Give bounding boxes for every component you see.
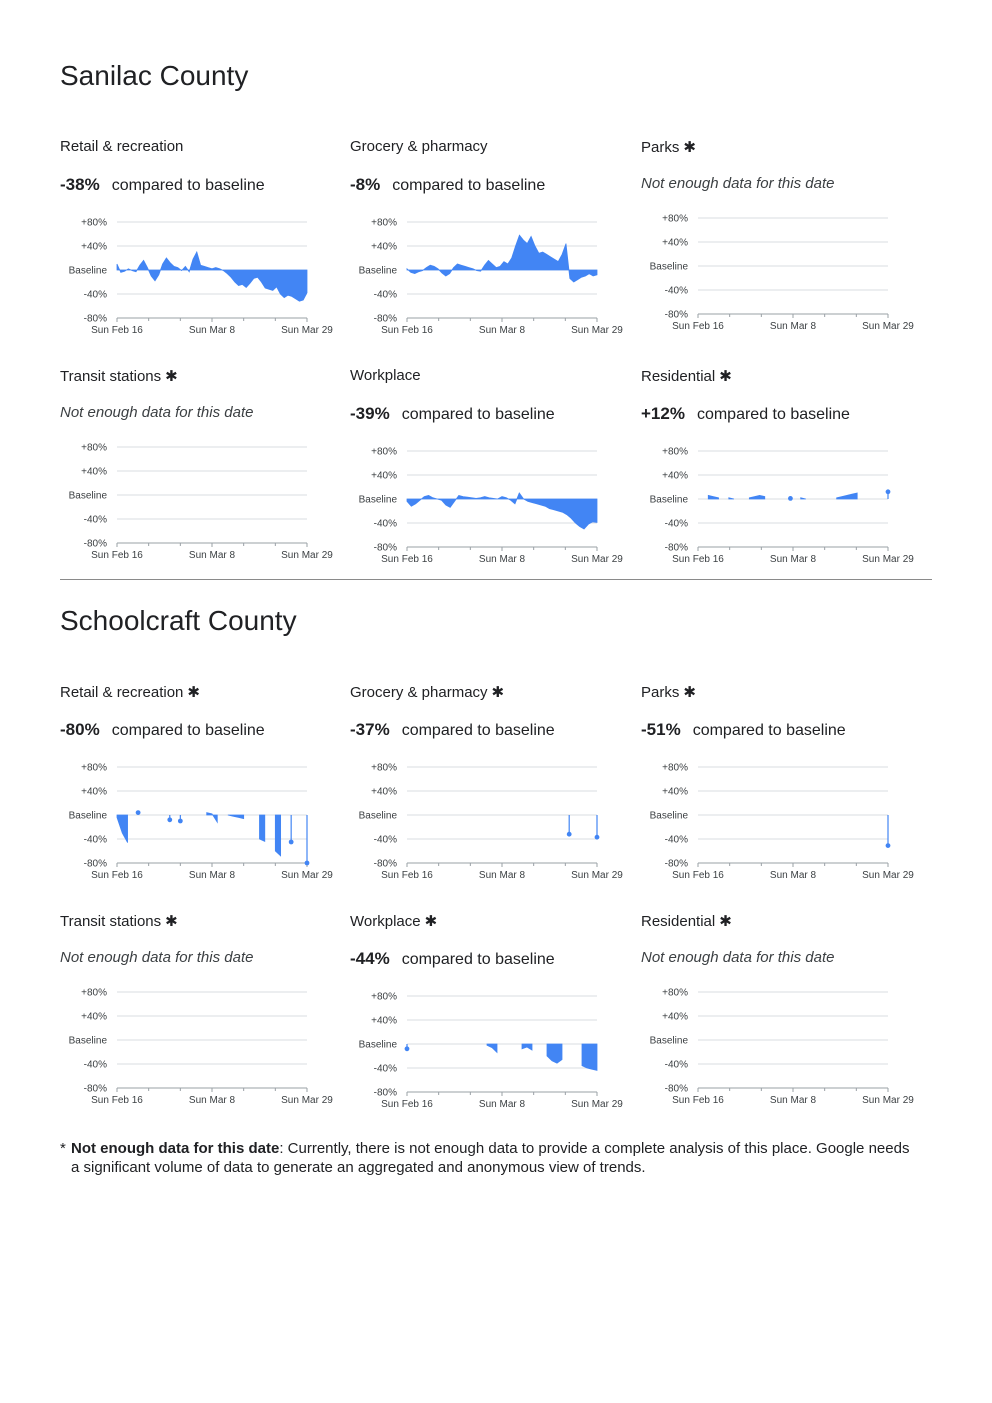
y-tick-label: +80% <box>662 446 688 458</box>
y-tick-label: -80% <box>83 858 107 870</box>
data-point <box>405 1046 410 1051</box>
data-point <box>305 861 310 866</box>
change-summary <box>350 175 545 195</box>
no-data-message: Not enough data for this date <box>60 404 254 421</box>
y-tick-label: -80% <box>373 542 397 554</box>
panel-transit-stations <box>60 367 340 567</box>
data-point <box>167 817 172 822</box>
data-point <box>595 835 600 840</box>
y-tick-label: Baseline <box>649 810 688 822</box>
change-summary <box>60 720 265 740</box>
asterisk-icon: ✱ <box>165 368 178 385</box>
y-tick-label: -80% <box>664 858 688 870</box>
y-tick-label: +40% <box>662 786 688 798</box>
panel-title-text: Grocery & pharmacy <box>350 138 488 155</box>
data-point <box>788 496 793 501</box>
panel-retail-recreation <box>60 683 340 883</box>
x-tick-label: Sun Mar 29 <box>862 1095 914 1106</box>
x-tick-label: Sun Feb 16 <box>91 870 143 881</box>
panel-title <box>350 912 437 930</box>
panel-title <box>350 367 421 384</box>
y-tick-label: +80% <box>662 213 688 225</box>
y-tick-label: +40% <box>81 786 107 798</box>
x-tick-label: Sun Feb 16 <box>672 554 724 565</box>
x-tick-label: Sun Feb 16 <box>381 870 433 881</box>
y-tick-label: -40% <box>83 1059 107 1071</box>
x-tick-label: Sun Mar 29 <box>862 321 914 332</box>
change-suffix: compared to baseline <box>401 722 555 739</box>
data-area <box>275 815 280 856</box>
y-tick-label: +80% <box>371 991 397 1003</box>
mobility-chart <box>641 443 931 563</box>
panel-workplace <box>350 912 630 1112</box>
x-tick-label: Sun Feb 16 <box>91 325 143 336</box>
data-point <box>567 832 572 837</box>
asterisk-icon: ✱ <box>491 684 505 701</box>
change-percent: -39% <box>350 404 390 423</box>
y-tick-label: +40% <box>371 786 397 798</box>
change-percent: -44% <box>350 949 390 968</box>
x-tick-label: Sun Mar 29 <box>571 1099 623 1110</box>
data-point <box>886 489 891 494</box>
panel-title-text: Parks <box>641 139 680 156</box>
x-tick-label: Sun Mar 8 <box>188 870 236 881</box>
x-tick-label: Sun Feb 16 <box>672 1095 724 1106</box>
no-data-message: Not enough data for this date <box>641 175 835 192</box>
x-tick-label: Sun Mar 29 <box>862 870 914 881</box>
x-tick-label: Sun Mar 8 <box>478 870 526 881</box>
x-tick-label: Sun Mar 29 <box>862 554 914 565</box>
data-area <box>407 493 597 529</box>
y-tick-label: Baseline <box>68 1035 107 1047</box>
x-tick-label: Sun Mar 8 <box>478 1099 526 1110</box>
no-data-message: Not enough data for this date <box>60 949 254 966</box>
x-tick-label: Sun Feb 16 <box>381 554 433 565</box>
y-tick-label: +80% <box>81 987 107 999</box>
panel-parks <box>641 138 921 338</box>
y-tick-label: -40% <box>373 1063 397 1075</box>
change-suffix: compared to baseline <box>111 177 265 194</box>
y-tick-label: +40% <box>81 466 107 478</box>
y-tick-label: Baseline <box>68 810 107 822</box>
x-tick-label: Sun Feb 16 <box>672 870 724 881</box>
y-tick-label: +80% <box>81 442 107 454</box>
county-title-schoolcraft: Schoolcraft County <box>60 605 297 636</box>
y-tick-label: +80% <box>371 446 397 458</box>
y-tick-label: +40% <box>81 241 107 253</box>
y-tick-label: +80% <box>81 762 107 774</box>
change-summary <box>60 175 265 195</box>
y-tick-label: +40% <box>662 470 688 482</box>
y-tick-label: Baseline <box>68 490 107 502</box>
mobility-chart <box>350 214 640 334</box>
x-tick-label: Sun Feb 16 <box>91 1095 143 1106</box>
asterisk-icon: ✱ <box>719 368 732 385</box>
panel-title-text: Workplace <box>350 367 421 384</box>
panel-title <box>350 138 488 155</box>
y-tick-label: +40% <box>81 1011 107 1023</box>
change-summary <box>350 720 555 740</box>
data-area <box>749 495 764 499</box>
y-tick-label: -40% <box>373 518 397 530</box>
x-tick-label: Sun Mar 8 <box>188 1095 236 1106</box>
x-tick-label: Sun Mar 29 <box>571 870 623 881</box>
y-tick-label: -40% <box>83 289 107 301</box>
data-area <box>487 1044 497 1052</box>
y-tick-label: Baseline <box>358 494 397 506</box>
data-area <box>729 498 734 499</box>
y-tick-label: -80% <box>373 1087 397 1099</box>
y-tick-label: -40% <box>664 834 688 846</box>
footnote-text: : Currently, there is not enough data to provide a complete analysis of this place. Google needs a significant volume of data to generate an aggregated and anonymous view of trends. <box>71 1140 910 1176</box>
y-tick-label: +40% <box>371 1015 397 1027</box>
mobility-chart <box>641 210 931 330</box>
y-tick-label: -80% <box>373 858 397 870</box>
asterisk-icon: ✱ <box>683 684 696 701</box>
y-tick-label: Baseline <box>68 265 107 277</box>
y-tick-label: -40% <box>373 834 397 846</box>
no-data-message: Not enough data for this date <box>641 949 835 966</box>
change-summary <box>641 404 850 424</box>
asterisk-icon: ✱ <box>683 139 696 156</box>
x-tick-label: Sun Mar 8 <box>769 1095 817 1106</box>
change-summary <box>350 949 555 969</box>
panel-residential <box>641 912 921 1112</box>
asterisk-icon: ✱ <box>165 913 178 930</box>
panel-title-text: Residential <box>641 368 716 385</box>
x-tick-label: Sun Mar 8 <box>769 321 817 332</box>
x-tick-label: Sun Mar 29 <box>571 554 623 565</box>
y-tick-label: +40% <box>371 241 397 253</box>
data-area <box>522 1044 532 1050</box>
y-tick-label: Baseline <box>358 265 397 277</box>
panel-title-text: Parks <box>641 684 680 701</box>
panel-title <box>350 683 504 701</box>
y-tick-label: -40% <box>664 518 688 530</box>
footnote-asterisk: * <box>60 1140 66 1157</box>
y-tick-label: -80% <box>664 542 688 554</box>
x-tick-label: Sun Mar 8 <box>769 870 817 881</box>
panel-title-text: Retail & recreation <box>60 684 184 701</box>
x-tick-label: Sun Mar 29 <box>281 870 333 881</box>
x-tick-label: Sun Mar 29 <box>281 1095 333 1106</box>
asterisk-icon: ✱ <box>187 684 200 701</box>
data-point <box>289 840 294 845</box>
asterisk-icon: ✱ <box>424 913 438 930</box>
panel-title <box>641 367 732 385</box>
x-tick-label: Sun Mar 8 <box>188 550 236 561</box>
panel-title-text: Residential <box>641 913 716 930</box>
x-tick-label: Sun Mar 8 <box>188 325 236 336</box>
county-title-sanilac: Sanilac County <box>60 60 249 91</box>
panel-title-text: Retail & recreation <box>60 138 184 155</box>
x-tick-label: Sun Mar 8 <box>478 554 526 565</box>
change-suffix: compared to baseline <box>401 406 555 423</box>
mobility-chart <box>641 984 931 1104</box>
data-area <box>547 1044 562 1063</box>
change-percent: -38% <box>60 175 100 194</box>
y-tick-label: +40% <box>662 1011 688 1023</box>
y-tick-label: -80% <box>83 538 107 550</box>
y-tick-label: +80% <box>371 217 397 229</box>
y-tick-label: -80% <box>664 309 688 321</box>
mobility-chart <box>60 759 350 879</box>
y-tick-label: -80% <box>373 313 397 325</box>
panel-workplace <box>350 367 630 567</box>
y-tick-label: -40% <box>664 285 688 297</box>
change-suffix: compared to baseline <box>392 177 546 194</box>
y-tick-label: -80% <box>83 1083 107 1095</box>
mobility-chart <box>60 439 350 559</box>
mobility-chart <box>350 988 640 1108</box>
data-area <box>407 235 597 282</box>
panel-title-text: Grocery & pharmacy <box>350 684 488 701</box>
change-percent: +12% <box>641 404 685 423</box>
data-area <box>117 815 128 843</box>
panel-title <box>60 138 183 155</box>
panel-title <box>641 683 696 701</box>
data-area <box>801 498 806 499</box>
y-tick-label: -40% <box>83 834 107 846</box>
mobility-chart <box>60 984 350 1104</box>
panel-residential <box>641 367 921 567</box>
mobility-chart <box>350 759 640 879</box>
data-area <box>260 815 265 841</box>
y-tick-label: +40% <box>662 237 688 249</box>
x-tick-label: Sun Feb 16 <box>381 1099 433 1110</box>
y-tick-label: +80% <box>81 217 107 229</box>
y-tick-label: -80% <box>664 1083 688 1095</box>
panel-title-text: Transit stations <box>60 368 162 385</box>
panel-title <box>641 138 696 156</box>
y-tick-label: -40% <box>664 1059 688 1071</box>
panel-retail-recreation <box>60 138 340 338</box>
data-area <box>837 493 858 499</box>
panel-title <box>60 912 178 930</box>
y-tick-label: Baseline <box>649 1035 688 1047</box>
change-percent: -37% <box>350 720 390 739</box>
change-suffix: compared to baseline <box>111 722 265 739</box>
y-tick-label: Baseline <box>358 1039 397 1051</box>
panel-title <box>60 683 200 701</box>
panel-title-text: Workplace <box>350 913 421 930</box>
change-summary <box>350 404 555 424</box>
change-suffix: compared to baseline <box>401 951 555 968</box>
change-suffix: compared to baseline <box>696 406 850 423</box>
asterisk-icon: ✱ <box>719 913 732 930</box>
y-tick-label: +40% <box>371 470 397 482</box>
county-divider <box>60 579 932 580</box>
y-tick-label: Baseline <box>649 261 688 273</box>
y-tick-label: Baseline <box>358 810 397 822</box>
y-tick-label: -80% <box>83 313 107 325</box>
data-area <box>582 1044 597 1070</box>
panel-title <box>641 912 732 930</box>
x-tick-label: Sun Mar 29 <box>281 550 333 561</box>
x-tick-label: Sun Mar 29 <box>571 325 623 336</box>
footnote-term: Not enough data for this date <box>71 1140 280 1157</box>
x-tick-label: Sun Mar 29 <box>281 325 333 336</box>
y-tick-label: +80% <box>371 762 397 774</box>
data-area <box>207 813 218 823</box>
x-tick-label: Sun Mar 8 <box>769 554 817 565</box>
x-tick-label: Sun Feb 16 <box>381 325 433 336</box>
data-point <box>178 819 183 824</box>
change-percent: -80% <box>60 720 100 739</box>
x-tick-label: Sun Mar 8 <box>478 325 526 336</box>
y-tick-label: -40% <box>83 514 107 526</box>
mobility-chart <box>60 214 350 334</box>
data-area <box>708 495 718 499</box>
panel-title-text: Transit stations <box>60 913 162 930</box>
data-point <box>136 810 141 815</box>
footnote <box>60 1139 920 1177</box>
y-tick-label: -40% <box>373 289 397 301</box>
y-tick-label: Baseline <box>649 494 688 506</box>
change-percent: -8% <box>350 175 381 194</box>
mobility-chart <box>641 759 931 879</box>
panel-transit-stations <box>60 912 340 1112</box>
change-suffix: compared to baseline <box>692 722 846 739</box>
panel-title <box>60 367 178 385</box>
y-tick-label: +80% <box>662 987 688 999</box>
panel-grocery-pharmacy <box>350 683 630 883</box>
panel-grocery-pharmacy <box>350 138 630 338</box>
change-percent: -51% <box>641 720 681 739</box>
data-area <box>228 815 244 819</box>
y-tick-label: +80% <box>662 762 688 774</box>
mobility-chart <box>350 443 640 563</box>
panel-parks <box>641 683 921 883</box>
data-point <box>886 843 891 848</box>
change-summary <box>641 720 846 740</box>
x-tick-label: Sun Feb 16 <box>672 321 724 332</box>
x-tick-label: Sun Feb 16 <box>91 550 143 561</box>
